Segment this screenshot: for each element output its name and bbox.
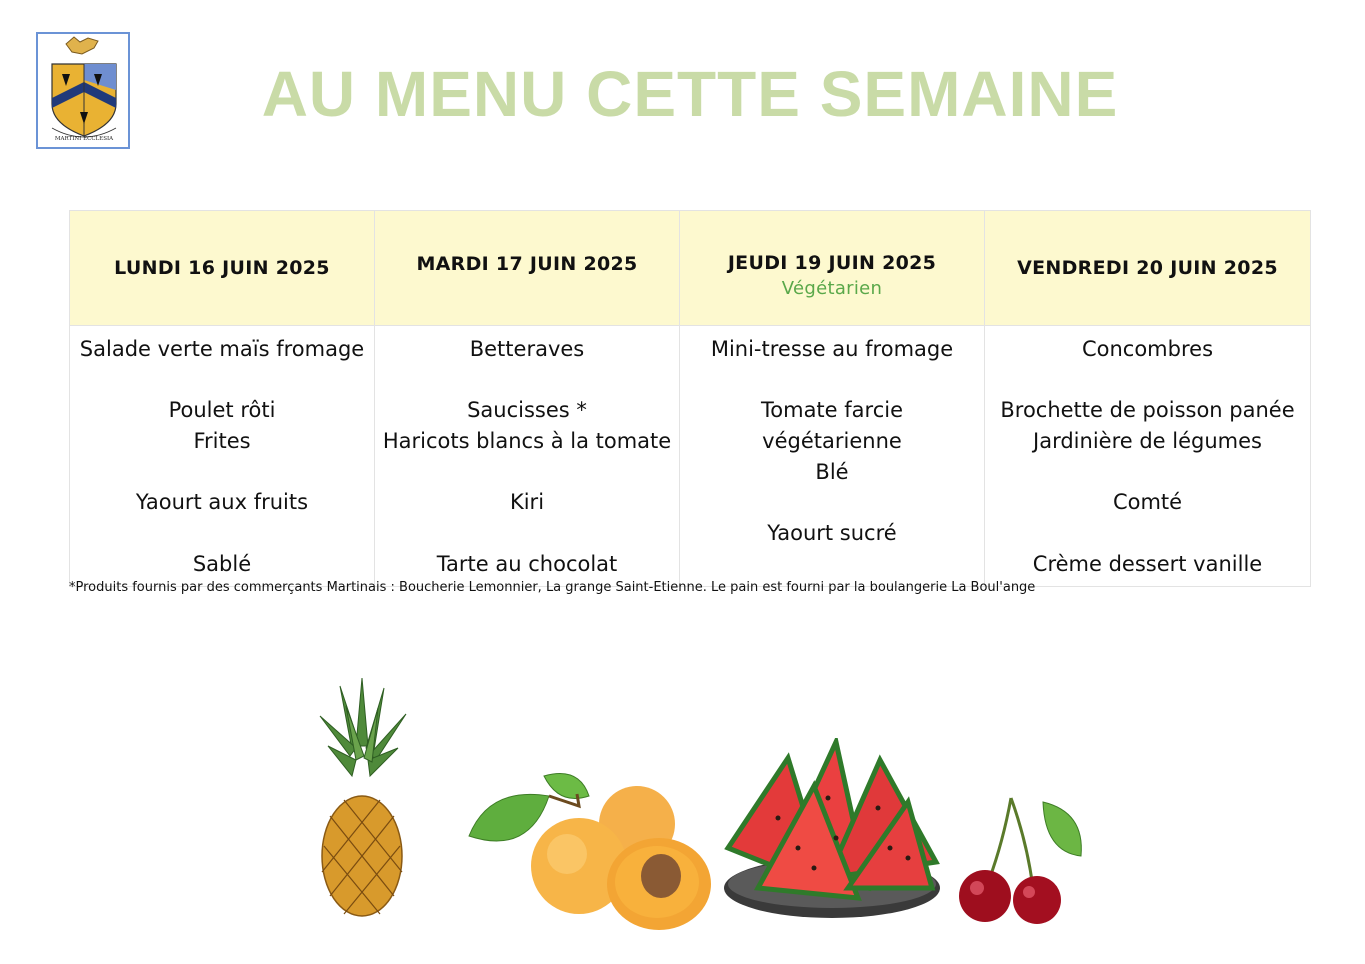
dish (985, 365, 1310, 396)
page-title: AU MENU CETTE SEMAINE (261, 58, 1119, 130)
dish (375, 365, 679, 396)
day-dishes (375, 326, 680, 587)
dish: Blé (815, 459, 849, 484)
day-dishes (70, 326, 375, 587)
dish: Kiri (509, 490, 545, 515)
dish (680, 549, 984, 580)
school-crest-logo (36, 32, 130, 149)
dish (680, 365, 984, 396)
dish: Comté (1112, 490, 1183, 515)
dish: Frites (193, 429, 251, 454)
weekly-menu-table (69, 210, 1311, 587)
dish (70, 457, 374, 488)
dish (70, 365, 374, 396)
dish (70, 518, 374, 549)
day-header (70, 211, 375, 326)
vegetarian-badge: Végétarien (781, 277, 883, 299)
apricot-icon (449, 766, 717, 936)
crest-motto: MARTINI ECCLESIA (54, 136, 114, 142)
supplier-footnote: *Produits fournis par des commerçants Martinais : Boucherie Lemonnier, La grange Saint-Etienne. Le pain est fourni par la boulangerie La Boul'ange (69, 580, 1036, 595)
dish: végétarienne (762, 429, 902, 454)
watermelon-icon (718, 738, 946, 924)
dish: Saucisses * (467, 398, 587, 423)
dish: Mini-tresse au fromage (710, 337, 954, 361)
dish: Poulet rôti (168, 398, 276, 423)
pineapple-icon (310, 676, 414, 920)
dish (985, 518, 1310, 549)
day-name: JEUDI 19 JUIN 2025 (727, 251, 937, 274)
dish: Brochette de poisson panée (1000, 398, 1295, 423)
cherry-icon (955, 792, 1087, 924)
dish: Sablé (192, 551, 252, 576)
day-dishes (680, 326, 985, 587)
dish: Betteraves (469, 337, 585, 361)
day-header (985, 211, 1311, 326)
day-name: VENDREDI 20 JUIN 2025 (1017, 257, 1278, 279)
dish: Salade verte maïs fromage (79, 337, 365, 361)
day-header (680, 211, 985, 326)
menu-dishes-row (70, 326, 1311, 587)
day-header (375, 211, 680, 326)
day-name: MARDI 17 JUIN 2025 (416, 253, 638, 275)
dish: Tarte au chocolat (436, 551, 618, 576)
dish: Yaourt sucré (767, 521, 897, 546)
dish (680, 488, 984, 519)
menu-header-row (70, 211, 1311, 326)
day-dishes (985, 326, 1311, 587)
dish: Tomate farcie (761, 398, 903, 423)
dish: Haricots blancs à la tomate (382, 429, 672, 454)
dish (375, 518, 679, 549)
dish (985, 457, 1310, 488)
dish: Jardinière de légumes (1033, 429, 1262, 454)
dish (375, 457, 679, 488)
dish: Concombres (1081, 337, 1214, 361)
dish: Crème dessert vanille (1032, 551, 1263, 576)
day-name: LUNDI 16 JUIN 2025 (114, 257, 330, 279)
dish: Yaourt aux fruits (135, 490, 309, 515)
